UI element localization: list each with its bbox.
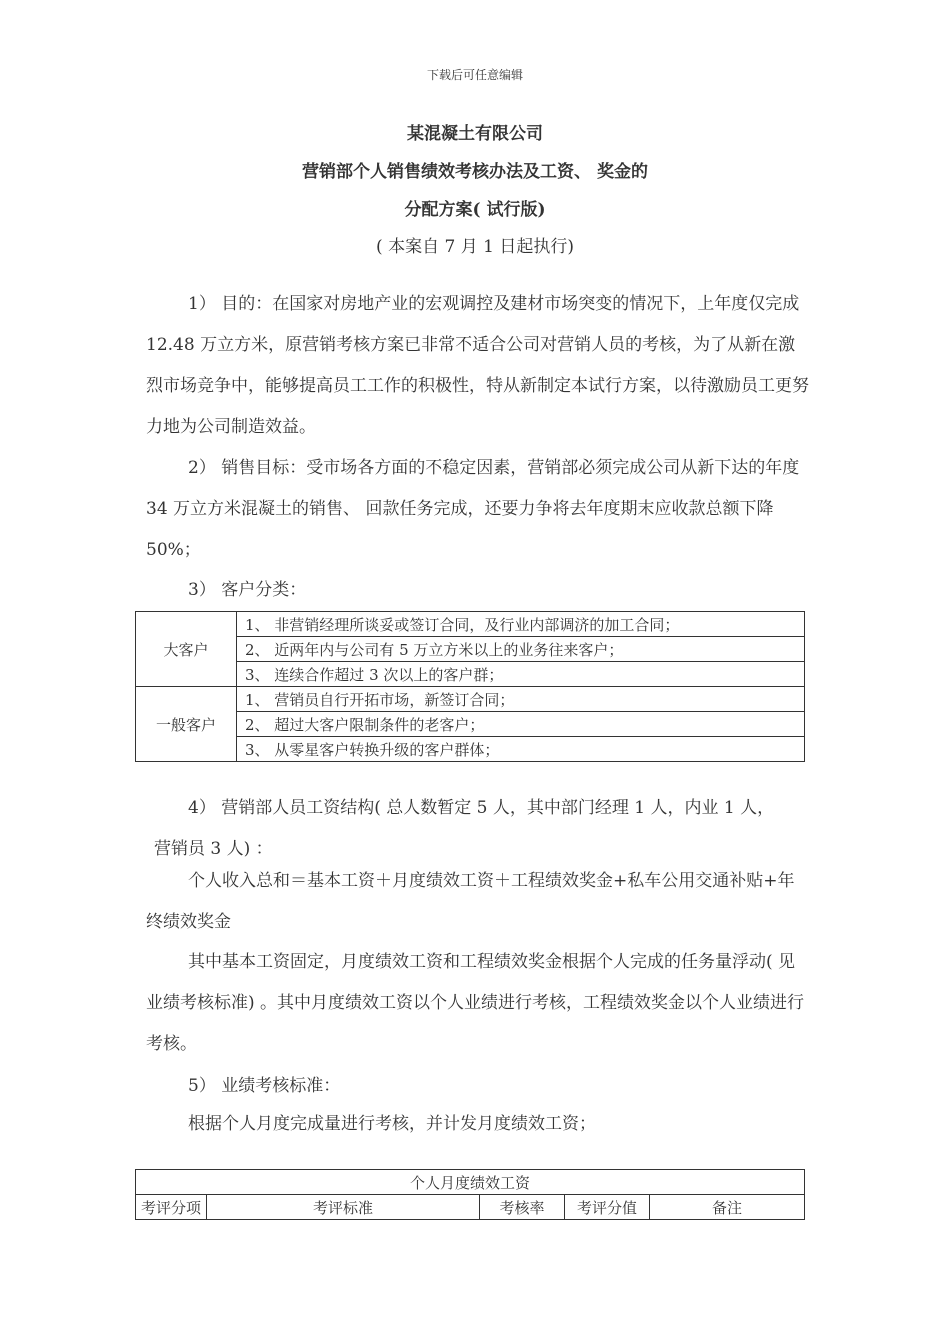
table-cell: 3、 从零星客户转换升级的客户群体； [237,737,805,762]
table-header-row [136,1195,805,1220]
doc-title-sub: 分配方案( 试行版) [404,200,546,220]
table-row [136,637,805,662]
table-header: 考评分项 [136,1195,207,1220]
monthly-performance-table [135,1169,805,1220]
section-salary-structure-cont: 营销员 3 人) ： [154,839,273,859]
customer-classification-table [135,611,805,762]
table-header: 考评标准 [207,1195,480,1220]
table-header: 考核率 [480,1195,565,1220]
table-row [136,662,805,687]
category-cell: 大客户 [136,612,237,687]
income-formula: 个人收入总和＝基本工资＋月度绩效工资＋工程绩效奖金+私车公用交通补贴+年终绩效奖金 [146,871,795,932]
table-cell: 1、 非营销经理所谈妥或签订合同，及行业内部调济的加工合同； [237,612,805,637]
table-row [136,687,805,712]
header-note: 下载后可任意编辑 [426,68,523,82]
table-row [136,1170,805,1195]
table-header: 考评分值 [565,1195,650,1220]
effective-date-note: ( 本案自 7 月 1 日起执行) [376,237,574,257]
table-row [136,737,805,762]
doc-title-main: 营销部个人销售绩效考核办法及工资、 奖金的 [302,162,648,182]
table-cell: 2、 近两年内与公司有 5 万立方米以上的业务往来客户； [237,637,805,662]
category-cell: 一般客户 [136,687,237,762]
table-cell: 3、 连续合作超过 3 次以上的客户群； [237,662,805,687]
section-salary-structure: 4） 营销部人员工资结构( 总人数暂定 5 人，其中部门经理 1 人，内业 1 人， [188,798,775,818]
table-cell: 1、 营销员自行开拓市场，新签订合同； [237,687,805,712]
doc-title-company: 某混凝土有限公司 [407,124,543,144]
income-note: 其中基本工资固定，月度绩效工资和工程绩效奖金根据个人完成的任务量浮动( 见业绩考核标准) 。其中月度绩效工资以个人业绩进行考核，工程绩效奖金以个人业绩进行考核。 [146,952,805,1054]
performance-standard-desc: 根据个人月度完成量进行考核，并计发月度绩效工资； [188,1114,596,1134]
section-sales-target: 2） 销售目标：受市场各方面的不稳定因素，营销部必须完成公司从新下达的年度 34 万立方米混凝土的销售、 回款任务完成，还要力争将去年度期末应收款总额下降 50%； [146,458,800,560]
table-row [136,612,805,637]
table-title: 个人月度绩效工资 [136,1170,805,1195]
section-customer-classification: 3） 客户分类： [188,580,307,600]
table-row [136,712,805,737]
section-purpose: 1） 目的：在国家对房地产业的宏观调控及建材市场突变的情况下，上年度仅完成 12.48 万立方米，原营销考核方案已非常不适合公司对营销人员的考核，为了从新在激烈市场竞争中，能够提高员工工作的积极性，特从新制定本试行方案，以待激励员工更努力地为公司制造效益。 [146,294,809,437]
table-header: 备注 [650,1195,805,1220]
section-performance-standard: 5） 业绩考核标准： [188,1076,341,1096]
table-cell: 2、 超过大客户限制条件的老客户； [237,712,805,737]
